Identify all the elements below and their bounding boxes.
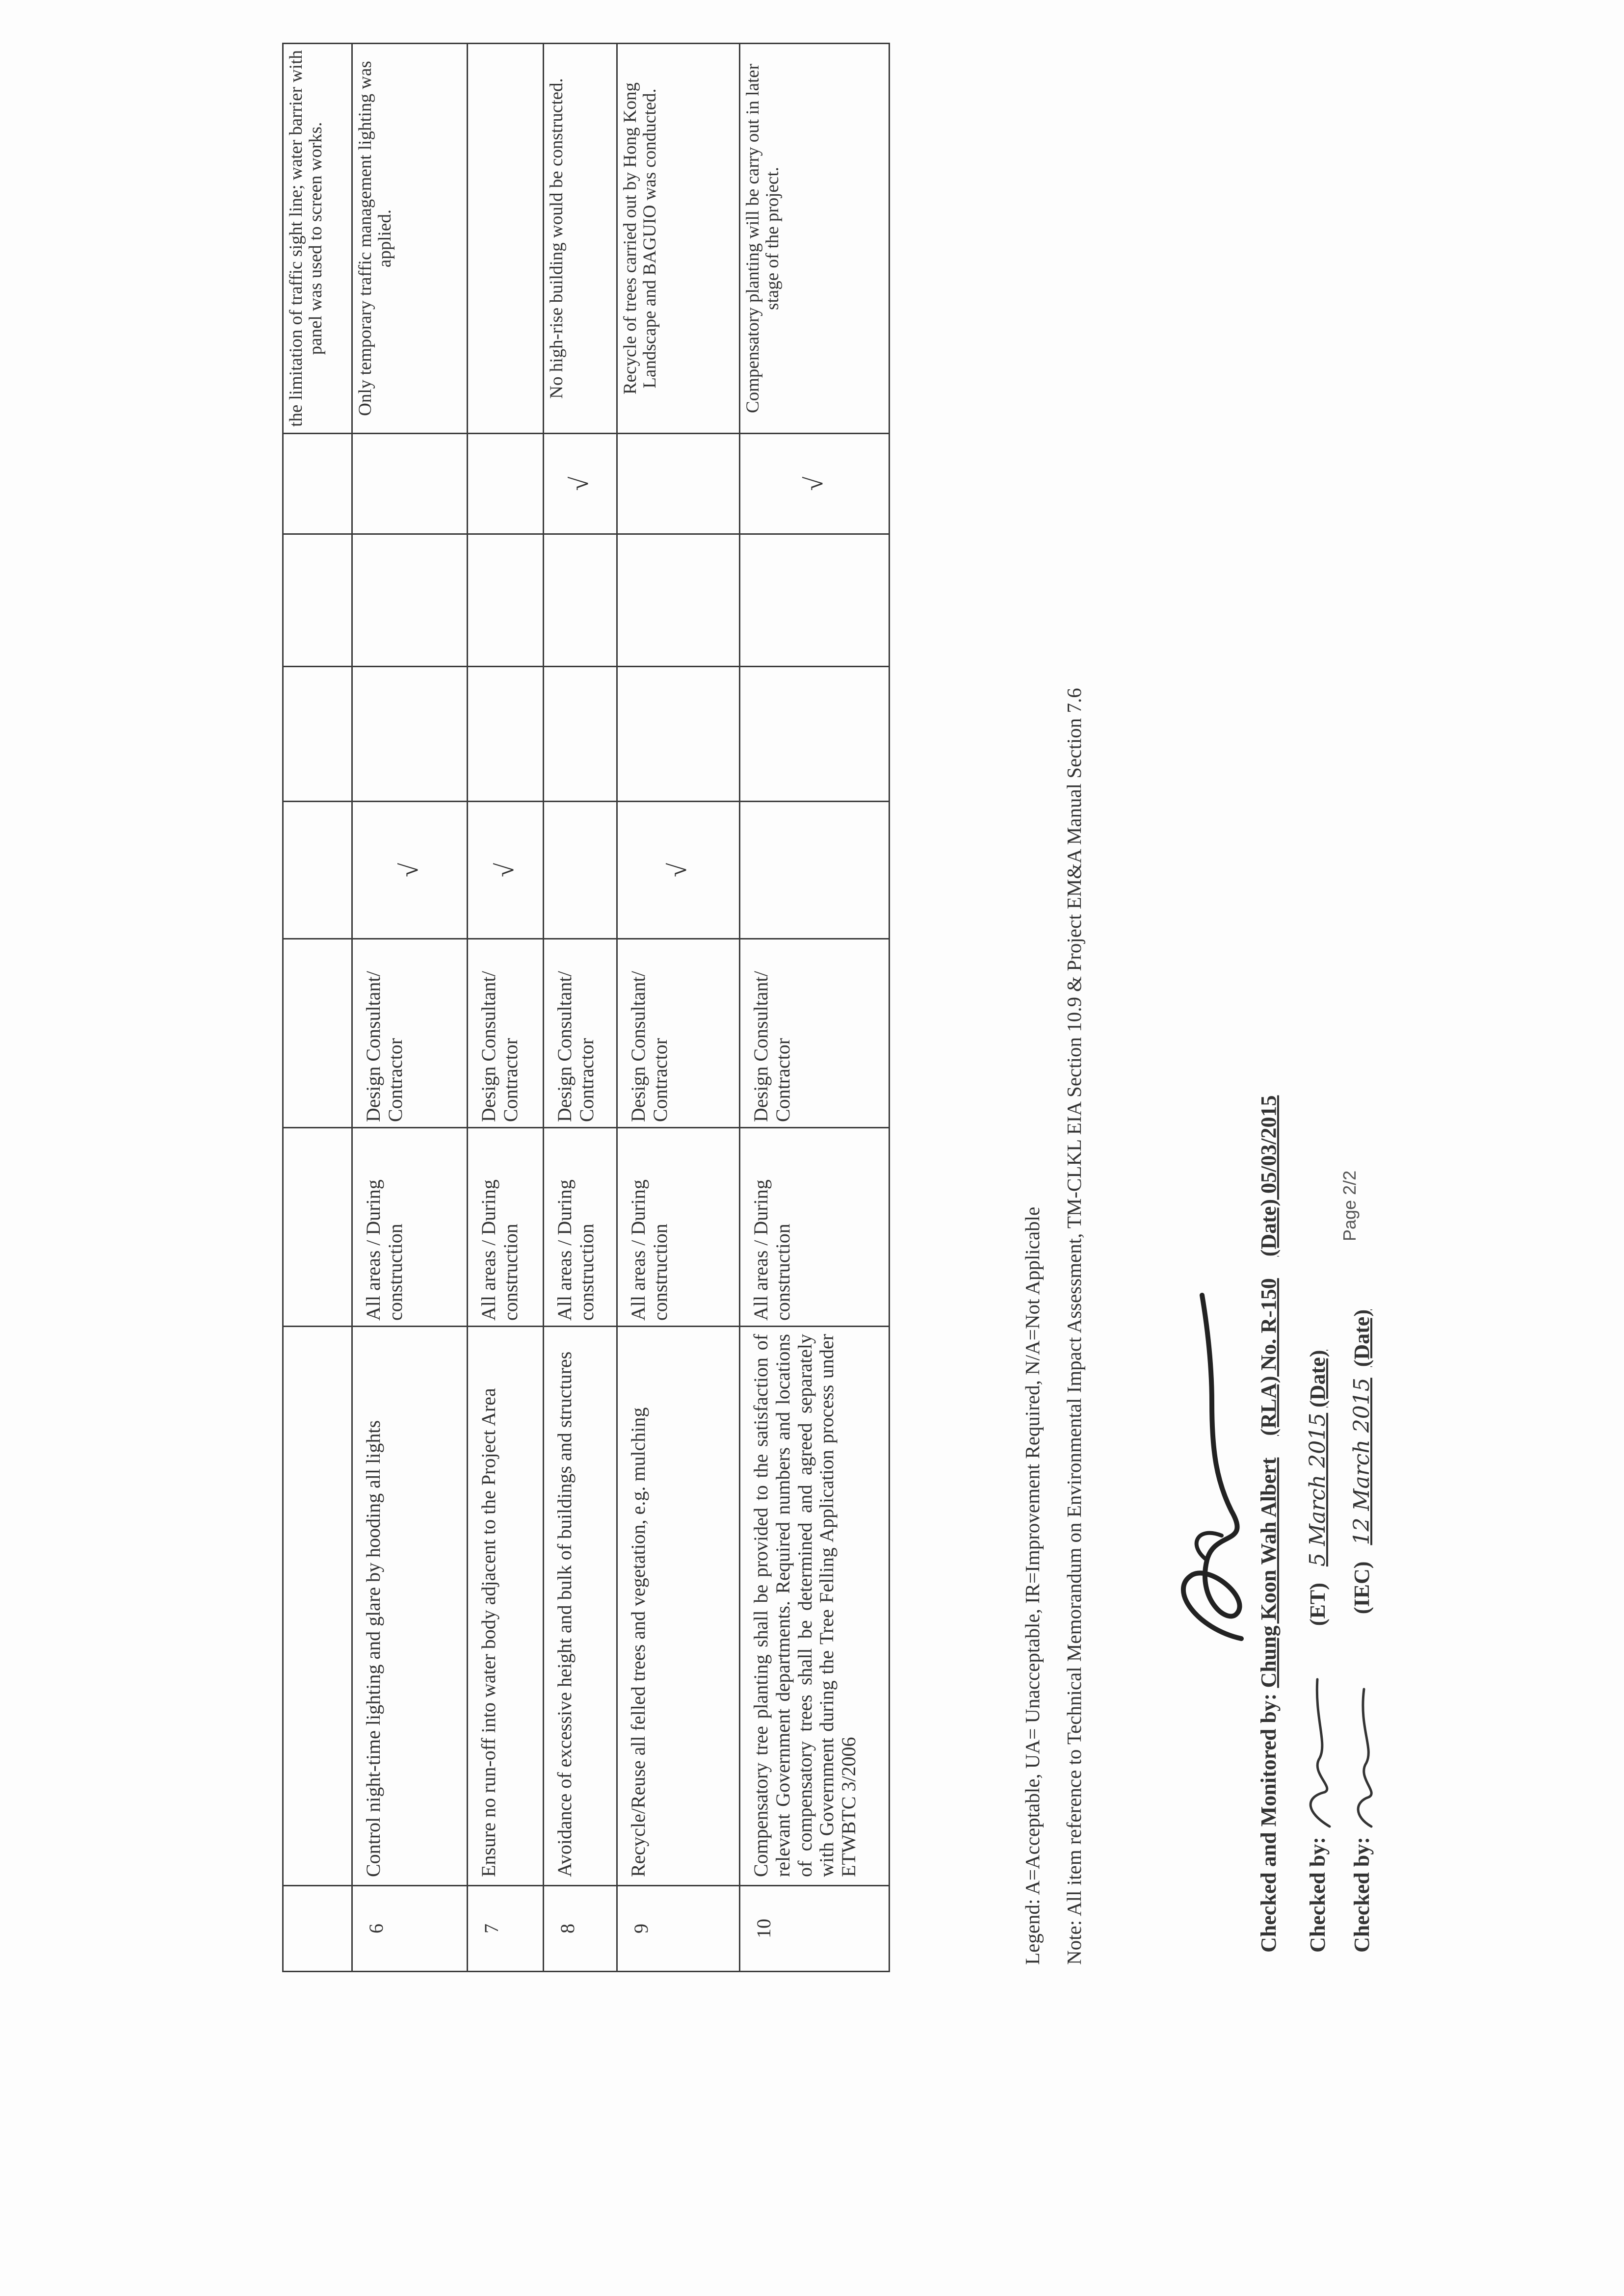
status-cell — [617, 534, 740, 667]
measure-cell: Control night-time lighting and glare by hooding all lights — [352, 1327, 468, 1886]
table-row — [740, 44, 890, 1972]
remark-cell: Recycle of trees carried out by Hong Kong Landscape and BAGUIO was conducted. — [617, 44, 740, 434]
agent-cell: Design Consultant/ Contractor — [740, 939, 890, 1128]
location-cell: All areas / During construction — [544, 1128, 617, 1327]
status-cell — [468, 534, 544, 667]
remark-cell: Only temporary traffic management lighting was applied. — [352, 44, 468, 434]
checked-by-iec-line: Checked by: (IEC) 12 March 2015 (Date) — [1344, 1309, 1384, 1953]
status-cell: √ — [352, 802, 468, 939]
agent-cell: Design Consultant/ Contractor — [468, 939, 544, 1128]
status-cell — [740, 667, 890, 802]
location-cell: All areas / During construction — [740, 1128, 890, 1327]
measure-cell: Ensure no run-off into water body adjacent to the Project Area — [468, 1327, 544, 1886]
status-cell — [352, 667, 468, 802]
table-body — [352, 44, 890, 1972]
measure-cell: Recycle/Reuse all felled trees and vegetation, e.g. mulching — [617, 1327, 740, 1886]
signature-albert — [1138, 1285, 1276, 1658]
measure-cell: Compensatory tree planting shall be provided to the satisfaction of relevant Government departments. Required numbers and locations of compensatory trees shall be determined and agreed separately with Government during the Tree Felling Application process under ETWBTC 3/2006 — [740, 1327, 890, 1886]
status-cell: √ — [544, 434, 617, 534]
remark-cell: Compensatory planting will be carry out in later stage of the project. — [740, 44, 890, 434]
signature-et — [1300, 1674, 1339, 1831]
status-cell: √ — [617, 802, 740, 939]
row-number: 6 — [352, 1886, 468, 1972]
remark-cell: No high-rise building would be constructed. — [544, 44, 617, 434]
legend-text: Legend: A=Acceptable, UA= Unacceptable, IR=Improvement Required, N/A=Not Applicable — [1021, 1206, 1044, 1965]
status-cell: √ — [740, 434, 890, 534]
status-cell — [740, 802, 890, 939]
measure-cell: Avoidance of excessive height and bulk of buildings and structures — [544, 1327, 617, 1886]
status-cell — [352, 434, 468, 534]
location-cell: All areas / During construction — [352, 1128, 468, 1327]
status-cell — [544, 534, 617, 667]
signature-iec — [1344, 1684, 1384, 1831]
status-cell — [617, 434, 740, 534]
status-cell — [352, 534, 468, 667]
row-number: 8 — [544, 1886, 617, 1972]
agent-cell: Design Consultant/ Contractor — [544, 939, 617, 1128]
agent-cell: Design Consultant/ Contractor — [617, 939, 740, 1128]
location-cell: All areas / During construction — [617, 1128, 740, 1327]
checked-monitored-line: Checked and Monitored by: Chung Koon Wah Albert (RLA) No. R-150 (Date) 05/03/2015 — [1257, 1095, 1281, 1953]
note-text: Note: All item reference to Technical Memorandum on Environmental Impact Assessment, TM-CLKL EIA Section 10.9 & Project EM&A Manual Section 7.6 — [1063, 688, 1085, 1965]
status-cell — [544, 667, 617, 802]
table-row — [544, 44, 617, 1972]
row-number: 9 — [617, 1886, 740, 1972]
table-row — [468, 44, 544, 1972]
table-row-continued — [283, 44, 352, 1972]
status-cell — [617, 667, 740, 802]
checked-by-et-line: Checked by: (ET) 5 March 2015 (Date) — [1300, 1350, 1339, 1953]
location-cell: All areas / During construction — [468, 1128, 544, 1327]
agent-cell: Design Consultant/ Contractor — [352, 939, 468, 1128]
page-number: Page 2/2 — [1339, 1170, 1360, 1241]
row-number: 7 — [468, 1886, 544, 1972]
table-row — [352, 44, 468, 1972]
table-row — [617, 44, 740, 1972]
status-cell — [468, 667, 544, 802]
row-number: 10 — [740, 1886, 890, 1972]
status-cell — [544, 802, 617, 939]
remark-cell — [468, 44, 544, 434]
remark-cell: the limitation of traffic sight line; water barrier with panel was used to screen works. — [283, 44, 352, 434]
mitigation-measures-table — [282, 43, 890, 1972]
status-cell: √ — [468, 802, 544, 939]
status-cell — [740, 534, 890, 667]
status-cell — [468, 434, 544, 534]
